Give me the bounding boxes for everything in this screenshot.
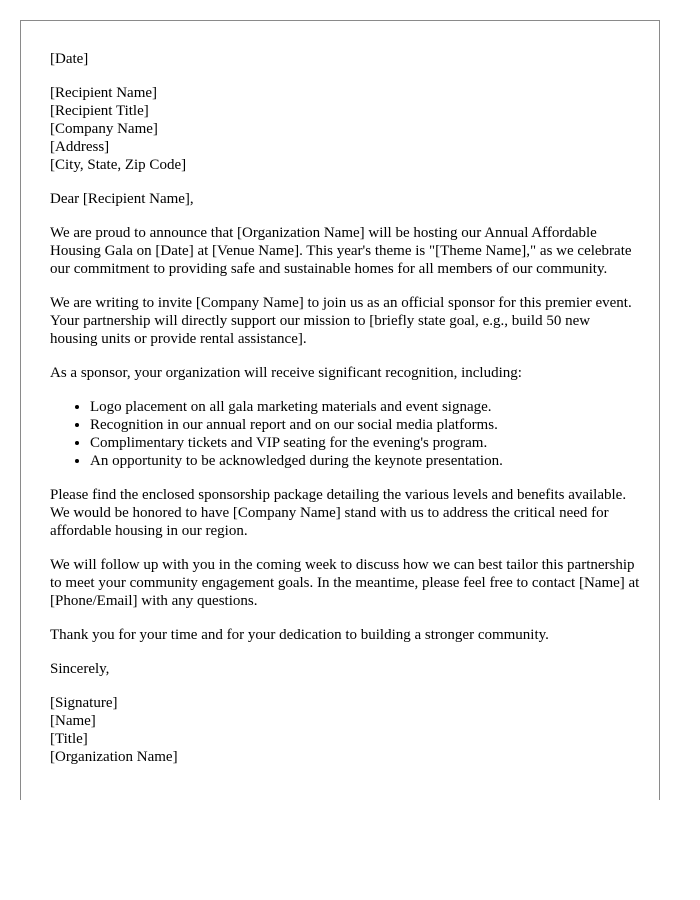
letter-page — [20, 20, 660, 800]
recipient-company: [Company Name] — [50, 121, 158, 137]
list-item: • Complimentary tickets and VIP seating for the evening's program. — [90, 434, 640, 452]
list-item: • Recognition in our annual report and on our social media platforms. — [90, 416, 640, 434]
follow-up-paragraph: We will follow up with you in the coming week to discuss how we can best tailor this partnership to meet your community engagement goals. In the meantime, please feel free to contact [Name] at [Phone/Email] with any questions. — [50, 557, 640, 609]
signoff — [50, 660, 640, 678]
recipient-name: [Recipient Name] — [50, 85, 158, 101]
salutation — [50, 190, 640, 208]
intro-paragraph: We are proud to announce that [Organization Name] will be hosting our Annual Affordable Housing Gala on [Date] at [Venue Name]. This year's theme is "[Theme Name]," as we celebrate our commitment to providing safe and sustainable homes for all members of our community. — [50, 225, 632, 277]
recognition-intro-paragraph: As a sponsor, your organization will receive significant recognition, including: — [50, 365, 522, 381]
recipient-address-block — [50, 84, 640, 174]
signature-block — [50, 694, 640, 766]
thank-you-paragraph: Thank you for your time and for your dedication to building a stronger community. — [50, 627, 549, 643]
signer-name: [Name] — [50, 713, 96, 729]
recipient-city-state-zip: [City, State, Zip Code] — [50, 157, 187, 173]
invitation-paragraph: We are writing to invite [Company Name] to join us as an official sponsor for this premier event. Your partnership will directly support our mission to [briefly state goal, e.g., build 50 new housing units or provide rental assistance]. — [50, 295, 632, 347]
letter-body — [50, 50, 640, 782]
signer-title: [Title] — [50, 731, 88, 747]
list-item: • An opportunity to be acknowledged during the keynote presentation. — [90, 452, 640, 470]
signature-line: [Signature] — [50, 695, 118, 711]
signer-organization: [Organization Name] — [50, 749, 178, 765]
package-paragraph: Please find the enclosed sponsorship package detailing the various levels and benefits available. We would be honored to have [Company Name] stand with us to address the critical need for affordable housing in our region. — [50, 487, 627, 539]
letter-date — [50, 50, 640, 68]
date-line: [Date] — [50, 51, 89, 67]
salutation-line: Dear [Recipient Name], — [50, 191, 194, 207]
list-item: • Logo placement on all gala marketing materials and event signage. — [90, 398, 640, 416]
benefits-list — [50, 398, 640, 470]
recipient-address: [Address] — [50, 139, 110, 155]
recipient-title: [Recipient Title] — [50, 103, 149, 119]
signoff-line: Sincerely, — [50, 661, 110, 677]
